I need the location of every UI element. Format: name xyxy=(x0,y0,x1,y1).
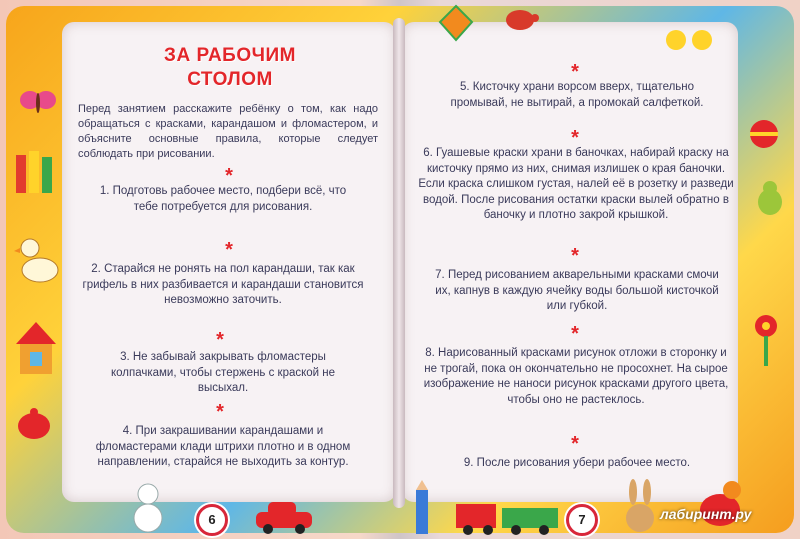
rule-1: 1. Подготовь рабочее место, подбери всё, что тебе потребуется для рисования. xyxy=(99,185,347,213)
star-separator: * xyxy=(571,61,579,83)
star-separator: * xyxy=(571,127,579,149)
rule-8: 8. Нарисованный красками рисунок отложи в сторонку и не трогай, пока он окончательно не просохнет. На сырое изображение не наноси рисунок красками другого цвета, чтобы оно не растеклось. xyxy=(423,347,729,406)
chicks-icon xyxy=(660,20,720,54)
title-line-1: ЗА РАБОЧИМ xyxy=(164,45,296,66)
rule-9: 9. После рисования убери рабочее место. xyxy=(463,457,691,469)
rooster-icon xyxy=(690,472,750,532)
star-separator: * xyxy=(225,239,233,261)
title-line-2: СТОЛОМ xyxy=(187,69,273,90)
duck-icon xyxy=(14,232,62,290)
star-separator: * xyxy=(571,323,579,345)
rule-7: 7. Перед рисованием акварельными красками смочи их, капнув в каждую ячейку воды большой кисточкой или губкой. xyxy=(435,269,719,312)
rabbit-icon xyxy=(620,478,660,534)
turtle-icon xyxy=(500,6,540,32)
rule-2: 2. Старайся не ронять на пол карандаши, так как грифель в них разбивается и карандаши становится невозможно заточить. xyxy=(82,263,364,306)
rule-4: 4. При закрашивании карандашами и фломастерами клади штрихи плотно и в одном направлении, старайся не выходить за контур. xyxy=(95,425,351,468)
flower-icon xyxy=(748,312,784,372)
book-gutter xyxy=(393,18,405,508)
pencil-icon xyxy=(412,480,432,536)
intro-text: Перед занятием расскажите ребёнку о том, как надо обращаться с красками, карандашом и фломастером, и объясните основные правила, которые следует соблюдать при рисовании. xyxy=(78,103,378,160)
star-separator: * xyxy=(216,401,224,423)
teapot-icon xyxy=(14,402,58,442)
train-icon xyxy=(454,496,564,536)
star-separator: * xyxy=(571,433,579,455)
rule-3: 3. Не забывай закрывать фломастеры колпачками, чтобы стержень с краской не высыхал. xyxy=(110,351,336,394)
crayons-icon xyxy=(12,145,60,195)
page-title xyxy=(120,44,340,92)
car-icon xyxy=(254,498,314,534)
rule-6: 6. Гуашевые краски храни в баночках, набирай краску на кисточку прямо из них, снимая излишек о края баночки. Если краска слишком густая, налей её в розетку и разведи водой. После рисования остатки краски вылей обратно в баночку и плотно закрой крышкой. xyxy=(418,147,734,221)
star-separator: * xyxy=(571,245,579,267)
watermark: лабиринт.ру xyxy=(660,506,752,522)
pear-icon xyxy=(754,176,786,216)
butterfly-icon xyxy=(18,88,58,118)
house-icon xyxy=(14,320,58,376)
kite-icon xyxy=(436,4,476,44)
rule-5: 5. Кисточку храни ворсом вверх, тщательно промывай, не вытирай, а промокай салфеткой. xyxy=(450,81,704,109)
ball-icon xyxy=(748,118,780,150)
star-separator: * xyxy=(216,329,224,351)
star-separator: * xyxy=(225,165,233,187)
page-number-right: 7 xyxy=(566,504,598,536)
snowman-icon xyxy=(128,478,168,534)
page-number-left: 6 xyxy=(196,504,228,536)
